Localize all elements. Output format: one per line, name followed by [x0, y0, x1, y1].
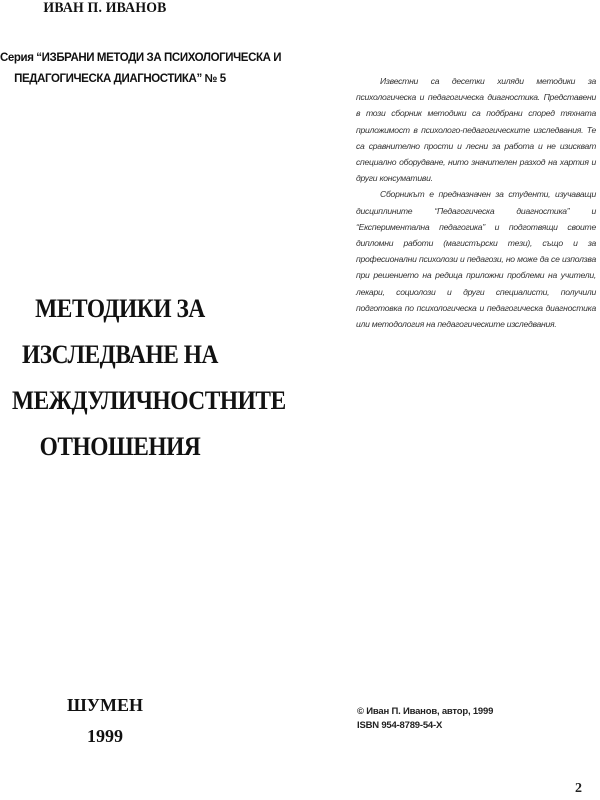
imprint-city: ШУМЕН	[67, 695, 143, 715]
right-page	[300, 0, 600, 800]
series-title	[0, 48, 282, 90]
title-line-3: МЕЖДУЛИЧНОСТНИТЕ	[12, 386, 286, 415]
title-line-4: ОТНОШЕНИЯ	[39, 432, 201, 461]
series-line-1: Серия “ИЗБРАНИ МЕТОДИ ЗА ПСИХОЛОГИЧЕСКА И	[0, 52, 282, 64]
title-line-2: ИЗСЛЕДВАНЕ НА	[22, 340, 218, 369]
series-line-2: ПЕДАГОГИЧЕСКА ДИАГНОСТИКА” № 5	[14, 73, 226, 85]
author-name: ИВАН П. ИВАНОВ	[43, 0, 167, 16]
isbn: ISBN 954-8789-54-X	[357, 720, 443, 731]
book-title	[0, 286, 286, 470]
copyright-notice: © Иван П. Иванов, автор, 1999	[357, 706, 494, 717]
abstract-paragraph-1: Известни са десетки хиляди методики за психологическа и педагогическа диагностика. Представени в този сборник методики са подбрани според тяхната приложимост в психолого-педагогическите изследвания. Те са сравнително прости и лесни за работа и не изискват специално оборудване, нито значителен разход на хартия и други консумативи.	[356, 76, 596, 184]
copyright-block	[357, 705, 493, 733]
imprint-year: 1999	[87, 726, 123, 746]
imprint	[0, 690, 210, 752]
abstract	[356, 73, 596, 332]
title-line-1: МЕТОДИКИ ЗА	[35, 294, 205, 323]
abstract-paragraph-2: Сборникът е предназначен за студенти, изучаващи дисциплините “Педагогическа диагностика” и “Експериментална педагогика” и подготвящи своите дипломни работи (магистърски тези), също и за професионални психолози и педагози, но може да се използва при решението на редица приложни проблеми на учители, лекари, социолози и други специалисти, получили подготовка по психологическа и педагогическа диагностика или методология на педагогическите изследвания.	[356, 189, 596, 330]
page-number: 2	[575, 781, 582, 796]
